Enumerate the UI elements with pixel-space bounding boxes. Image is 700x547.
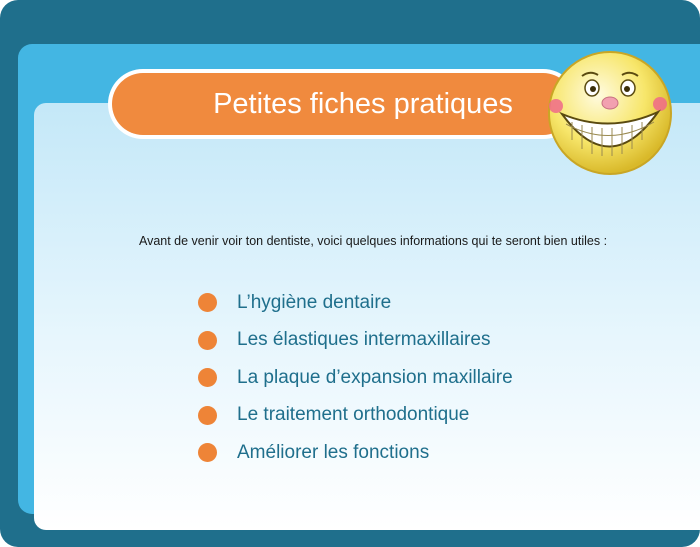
smiley-face-icon: [542, 48, 677, 178]
page-title: Petites fiches pratiques: [213, 87, 513, 120]
topic-item-traitement[interactable]: [198, 397, 513, 435]
orange-dot-icon: [198, 293, 217, 312]
topic-item-elastiques[interactable]: [198, 322, 513, 360]
orange-dot-icon: [198, 443, 217, 462]
title-banner: [108, 69, 578, 139]
orange-dot-icon: [198, 406, 217, 425]
intro-text: Avant de venir voir ton dentiste, voici quelques informations qui te seront bien utiles :: [138, 234, 608, 248]
title-banner-fill: [112, 73, 574, 135]
topic-item-fonctions[interactable]: [198, 434, 513, 472]
orange-dot-icon: [198, 368, 217, 387]
topic-label[interactable]: La plaque d’expansion maxillaire: [237, 366, 513, 388]
topic-label[interactable]: Améliorer les fonctions: [237, 441, 430, 463]
topic-list: [198, 284, 513, 472]
topic-label[interactable]: L’hygiène dentaire: [237, 291, 392, 313]
orange-dot-icon: [198, 331, 217, 350]
topic-item-hygiene[interactable]: [198, 284, 513, 322]
topic-label[interactable]: Le traitement orthodontique: [237, 404, 470, 426]
topic-label[interactable]: Les élastiques intermaxillaires: [237, 329, 491, 351]
topic-item-plaque[interactable]: [198, 359, 513, 397]
